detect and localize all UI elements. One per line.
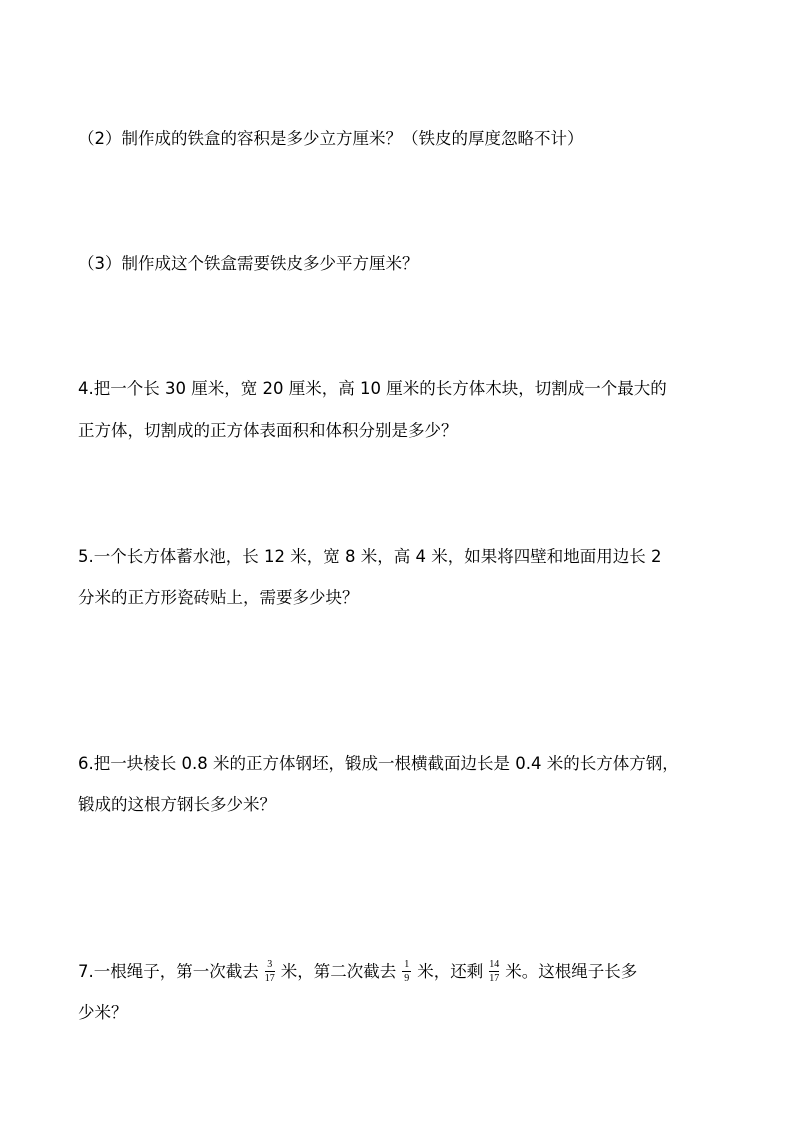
fraction-denominator: 17 (264, 973, 275, 984)
fraction-numerator: 14 (489, 959, 500, 970)
question-7-line-2: 少米？ (78, 1003, 128, 1022)
question-7-text-part-2: 米，第二次截去 (280, 962, 397, 981)
fraction-numerator: 1 (404, 959, 410, 970)
fraction-numerator: 3 (267, 959, 273, 970)
fraction-denominator: 9 (404, 973, 410, 984)
question-7-text-part-3: 米，还剩 (417, 962, 484, 981)
question-5-line-2: 分米的正方形瓷砖贴上，需要多少块？ (78, 588, 359, 607)
question-3-part-3: （3）制作成这个铁盒需要铁皮多少平方厘米？ (78, 254, 419, 273)
question-7-line-1 (78, 960, 728, 985)
fraction-bar (265, 971, 275, 972)
question-6-line-2: 锻成的这根方钢长多少米？ (78, 795, 276, 814)
fraction-bar (402, 971, 411, 972)
question-5-line-1: 5.一个长方体蓄水池，长 12 米，宽 8 米，高 4 米，如果将四壁和地面用边长 2 (78, 547, 662, 566)
question-3-part-2: （2）制作成的铁盒的容积是多少立方厘米？（铁皮的厚度忽略不计） (78, 129, 584, 148)
question-4-line-1: 4.把一个长 30 厘米，宽 20 厘米，高 10 厘米的长方体木块，切割成一个最大的 (78, 379, 667, 398)
question-7-text-part-1: 7.一根绳子，第一次截去 (78, 962, 259, 981)
question-6-line-1: 6.把一块棱长 0.8 米的正方体钢坯，锻成一根横截面边长是 0.4 米的长方体方钢， (78, 754, 679, 773)
fraction-3-17 (265, 959, 275, 984)
question-7-text-part-4: 米。这根绳子长多 (505, 962, 638, 981)
fraction-14-17 (489, 959, 499, 984)
fraction-bar (489, 971, 499, 972)
question-4-line-2: 正方体，切割成的正方体表面积和体积分别是多少？ (78, 421, 458, 440)
fraction-1-9 (402, 959, 411, 984)
fraction-denominator: 17 (489, 973, 500, 984)
